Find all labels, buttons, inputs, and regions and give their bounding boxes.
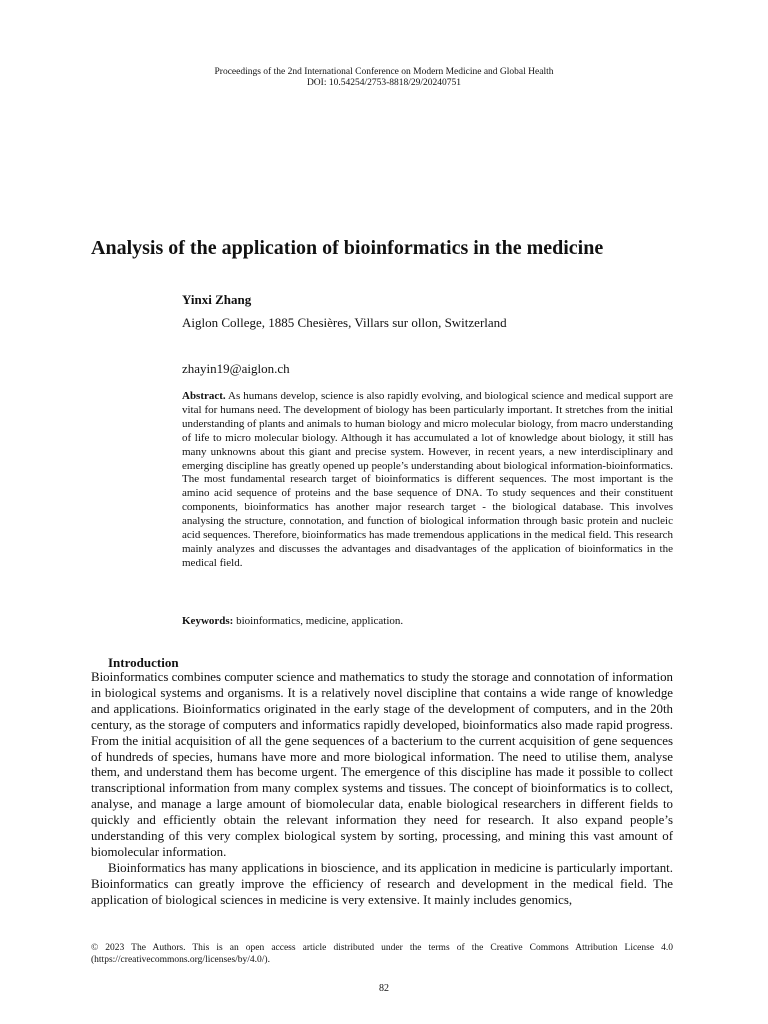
introduction-paragraph-1: Bioinformatics combines computer science and mathematics to study the storage and connotation of information in biological systems and organisms. It is a relatively novel discipline that contains a wide range of knowledge and applications. Bioinformatics originated in the early stage of the development of computers, and in the 20th century, as the storage of computers and informatics rapidly developed, bioinformatics also made rapid progress. From the initial acquisition of all the gene sequences of a bacterium to the current acquisition of gene sequences of hundreds of species, humans have more and more biological information. The need to utilise them, analyse them, and understand them has become urgent. The emergence of this discipline has made it possible to collect transcriptional information from many complex systems and tissues. The concept of bioinformatics is to collect, analyse, and manage a large amount of biomolecular data, enable biological researchers in different fields to quickly and efficiently obtain the relevant information they need for research. It also expand people’s understanding of this very complex biological system by sorting, processing, and mining this vast amount of biomolecular information. xyxy=(91,670,673,859)
doi-line: DOI: 10.54254/2753-8818/29/20240751 xyxy=(306,78,462,88)
section-heading-introduction: Introduction xyxy=(108,655,179,670)
proceedings-line: Proceedings of the 2nd International Conference on Modern Medicine and Global Health xyxy=(214,67,554,77)
introduction-paragraph-2: Bioinformatics has many applications in bioscience, and its application in medicine is particularly important. Bioinformatics can greatly improve the efficiency of research and development in the medical field. The application of biological sciences in medicine is very extensive. It mainly includes genomics, xyxy=(91,860,673,907)
page-number: 82 xyxy=(379,983,389,994)
running-header xyxy=(0,67,768,89)
introduction-body xyxy=(91,670,673,909)
abstract xyxy=(182,390,673,571)
author-affiliation: Aiglon College, 1885 Chesières, Villars sur ollon, Switzerland xyxy=(182,315,507,330)
keywords-label: Keywords: xyxy=(182,615,234,627)
keywords-text: bioinformatics, medicine, application. xyxy=(233,615,404,627)
paper-title: Analysis of the application of bioinformatics in the medicine xyxy=(91,237,604,259)
abstract-text: As humans develop, science is also rapidly evolving, and biological science and medical support are vital for humans need. The development of biology has been particularly important. It stretches from the initial understanding of plants and animals to human biology and micro molecular biology, from macro understanding of life to micro molecular biology. Although it has accumulated a lot of knowledge about biology, it still has many unknowns about this giant and precise system. However, in recent years, a new interdisciplinary and emerging discipline has greatly opened up people’s understanding about biological information-bioinformatics. The most fundamental research target of bioinformatics is different sequences. The most important is the amino acid sequence of proteins and the base sequence of DNA. To study sequences and their constituent components, bioinformatics has another major research target - the biological database. This involves analysing the structure, connotation, and function of biological information through basic protein and nucleic acid sequences. Therefore, bioinformatics has made tremendous applications in the medical field. This research mainly analyzes and discusses the advantages and disadvantages of the application of bioinformatics in the medical field. xyxy=(182,390,673,569)
author-name: Yinxi Zhang xyxy=(182,292,252,307)
abstract-label: Abstract. xyxy=(182,390,226,402)
license-notice: © 2023 The Authors. This is an open access article distributed under the terms of the Creative Commons Attribution License 4.0 (https://creativecommons.org/licenses/by/4.0/). xyxy=(91,943,673,965)
author-email: zhayin19@aiglon.ch xyxy=(182,361,290,376)
keywords xyxy=(182,614,673,628)
